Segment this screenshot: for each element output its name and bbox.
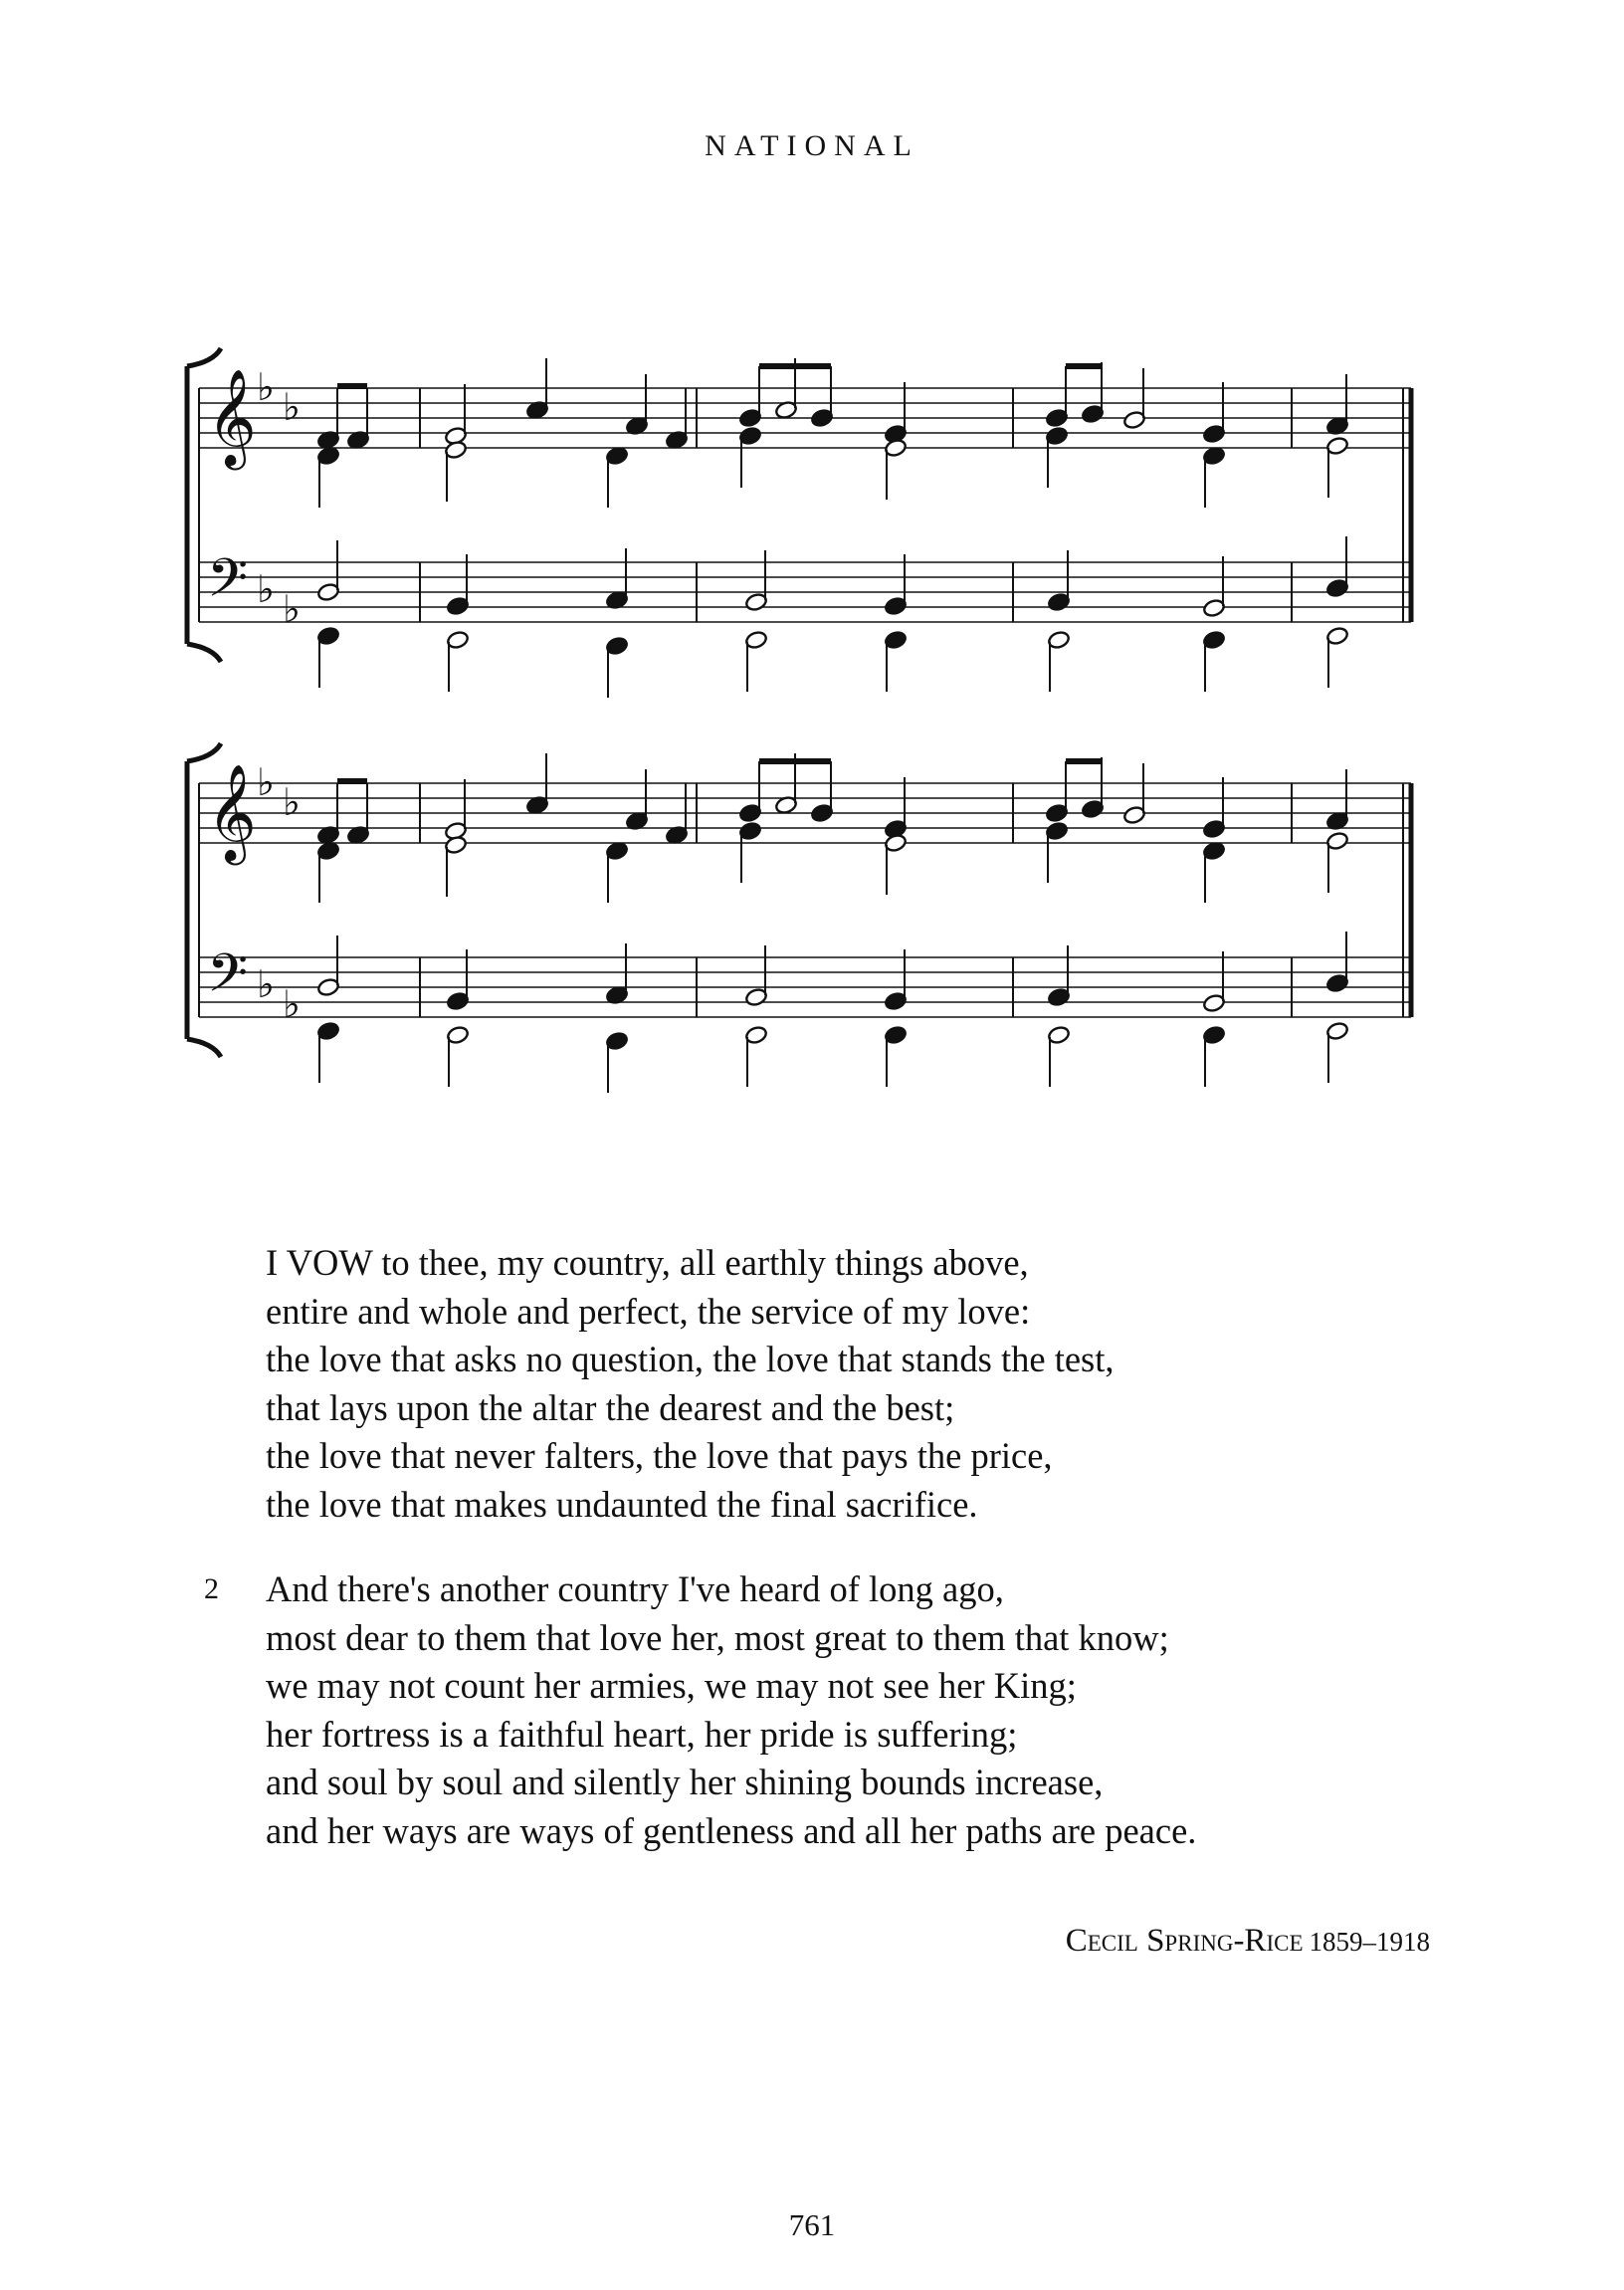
page-number: 761 [788,2207,836,2242]
flat-icon: ♭ [283,385,301,429]
flat-icon: ♭ [257,567,275,611]
verse-2 [204,1565,1197,1855]
verse-line: the love that makes undaunted the final sacrifice. [266,1483,978,1525]
flat-icon: ♭ [257,365,275,409]
attribution [1066,1923,1430,1960]
flat-icon: ♭ [283,587,301,631]
flat-icon: ♭ [283,982,301,1026]
author-name: Cecil Spring-Rice [1065,1923,1304,1959]
verse-line: I VOW to thee, my country, all earthly things above, [266,1242,1029,1283]
verse-line: her fortress is a faithful heart, her pride is suffering; [266,1713,1018,1755]
treble-clef-icon: 𝄞 [207,763,257,861]
author-years: 1859–1918 [1309,1927,1430,1957]
verse-1 [266,1239,1196,1529]
verse-line: the love that never falters, the love that pays the price, [266,1435,1053,1476]
hymn-text [204,1239,1197,1855]
bass-clef-icon: 𝄢 [207,548,249,622]
verse-line: And there's another country I've heard of long ago, [266,1568,1004,1609]
verse-number: 2 [204,1572,219,1605]
flat-icon: ♭ [283,780,301,824]
verse-line: and her ways are ways of gentleness and all her paths are peace. [266,1809,1197,1851]
verse-line: the love that asks no question, the love that stands the test, [266,1339,1115,1379]
flat-icon: ♭ [257,760,275,804]
verse-line: entire and whole and perfect, the service of my love: [266,1290,1031,1332]
verse-line: we may not count her armies, we may not see her King; [266,1665,1077,1706]
tune-name: NATIONAL [705,129,919,162]
treble-clef-icon: 𝄞 [207,368,257,466]
verse-line: that lays upon the altar the dearest and the best; [266,1386,955,1428]
bass-clef-icon: 𝄢 [207,943,249,1017]
verse-line: most dear to them that love her, most great to them that know; [266,1616,1169,1658]
flat-icon: ♭ [257,962,275,1006]
verse-line: and soul by soul and silently her shining bounds increase, [266,1762,1104,1802]
